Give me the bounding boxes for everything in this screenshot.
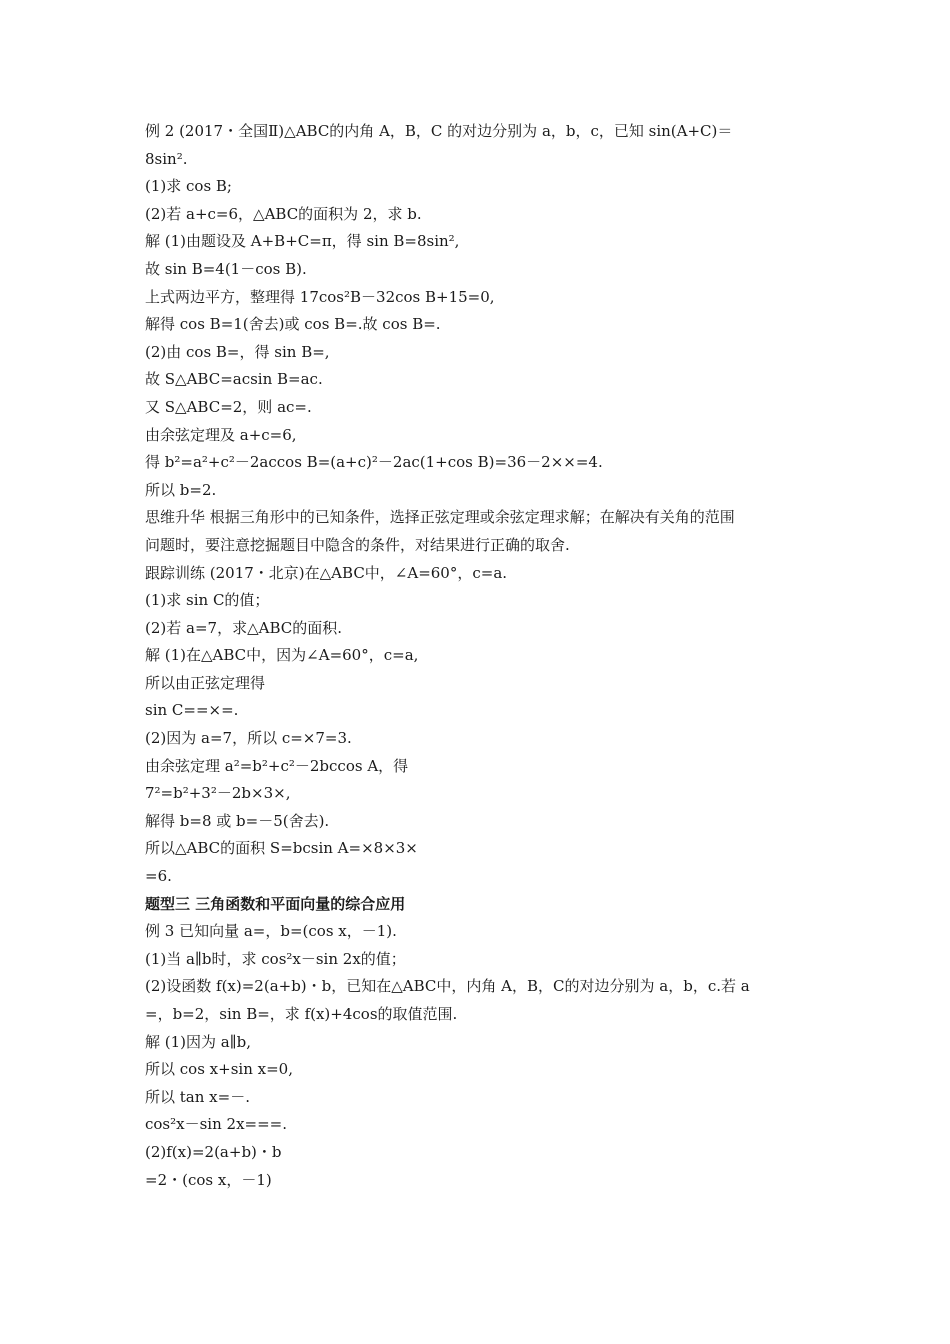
text-line: 所以由正弦定理得 [145, 673, 266, 692]
question-1: (1)求 cos B; [145, 177, 232, 196]
text-line: 所以△ABC的面积 S=bcsin A=×8×3× [145, 839, 418, 858]
solution-start: 解 (1)因为 a∥b, [145, 1032, 252, 1051]
solution-start: 解 (1)在△ABC中，因为∠A=60°，c=a, [145, 646, 419, 665]
text-line: 所以 cos x+sin x=0, [145, 1060, 293, 1079]
text-line: 上式两边平方，整理得 17cos²B－32cos B+15=0, [145, 287, 495, 306]
practice-statement: 跟踪训练 (2017・北京)在△ABC中，∠A=60°，c=a. [145, 563, 508, 582]
text-line: (2)f(x)=2(a+b)・b [145, 1142, 282, 1161]
text-line: (2)若 a=7，求△ABC的面积. [145, 618, 342, 637]
text-line: 由余弦定理 a²=b²+c²－2bccos A，得 [145, 756, 409, 775]
text-line: (1)当 a∥b时，求 cos²x－sin 2x的值； [145, 949, 406, 968]
text-line: 由余弦定理及 a+c=6, [145, 425, 297, 444]
text-line: (2)由 cos B=，得 sin B=, [145, 342, 330, 361]
insight-note-cont: 问题时，要注意挖掘题目中隐含的条件，对结果进行正确的取舍. [145, 535, 570, 554]
text-line: =2・(cos x，－1) [145, 1170, 272, 1189]
insight-note: 思维升华 根据三角形中的已知条件，选择正弦定理或余弦定理求解；在解决有关角的范围 [145, 508, 735, 527]
text-line: 故 S△ABC=acsin B=ac. [145, 370, 323, 389]
text-line: 解得 cos B=1(舍去)或 cos B=.故 cos B=. [145, 315, 441, 334]
solution-start: 解 (1)由题设及 A+B+C=π，得 sin B=8sin², [145, 232, 460, 251]
document-body [145, 118, 825, 1194]
text-line: (2)因为 a=7，所以 c=×7=3. [145, 729, 352, 748]
text-line: (1)求 sin C的值； [145, 591, 270, 610]
text-line: 所以 tan x=－. [145, 1087, 250, 1106]
text-line: =6. [145, 867, 172, 886]
example-2-statement: 例 2 (2017・全国Ⅱ)△ABC的内角 A，B，C 的对边分别为 a，b，c，已知 sin(A+C)＝ [145, 122, 733, 140]
text-line: 8sin². [145, 149, 188, 168]
text-line: 得 b²=a²+c²－2accos B=(a+c)²－2ac(1+cos B)=36－2××=4. [145, 453, 603, 472]
text-line: sin C==×=. [145, 701, 239, 720]
text-line: cos²x－sin 2x===. [145, 1115, 288, 1134]
question-2: (2)若 a+c=6，△ABC的面积为 2，求 b. [145, 204, 422, 223]
text-line: 又 S△ABC=2，则 ac=. [145, 397, 312, 416]
text-line: (2)设函数 f(x)=2(a+b)・b，已知在△ABC中，内角 A，B，C的对边分别为 a，b，c.若 a [145, 977, 750, 996]
text-line: 所以 b=2. [145, 480, 217, 499]
text-line: 故 sin B=4(1－cos B). [145, 259, 307, 278]
text-line: 解得 b=8 或 b=－5(舍去). [145, 811, 330, 830]
example-3-statement: 例 3 已知向量 a=，b=(cos x，－1). [145, 922, 397, 941]
section-heading: 题型三 三角函数和平面向量的综合应用 [145, 894, 406, 913]
text-line: =，b=2，sin B=，求 f(x)+4cos的取值范围. [145, 1005, 458, 1023]
text-line: 7²=b²+3²－2b×3×, [145, 784, 291, 803]
